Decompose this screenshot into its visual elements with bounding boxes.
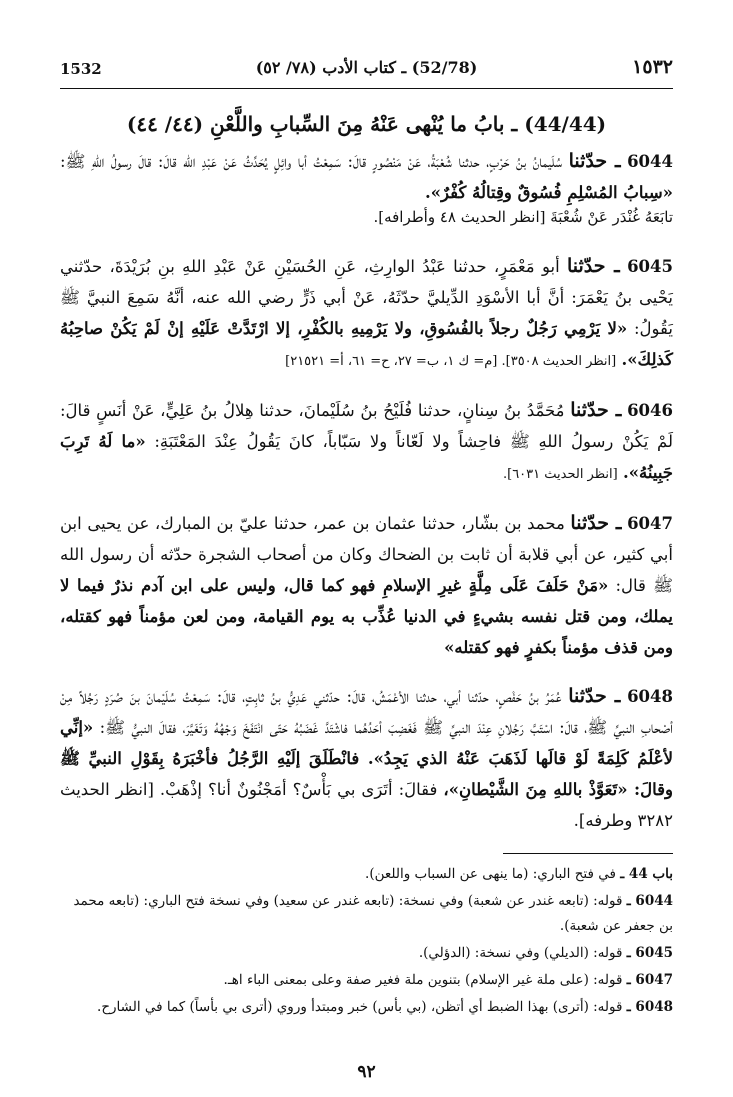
hadith-reference: فقالَ: أتَرَى بي بَأْسٌ؟ أمَجْنُونٌ أنا؟ إذْهَبْ. [انظر الحديث ٣٢٨٢ وطرفه]. <box>60 780 673 830</box>
hadith-6047 <box>60 508 673 663</box>
hadith-matn: «مَنْ حَلَفَ عَلَى مِلَّةٍ غيرِ الإسلامِ فهو كما قال، وليس على ابن آدم نذرٌ فيما لا يملك، ومن قتل نفسه بشيءٍ في الدنيا عُذِّب به يوم القيامة، ومن لعن مؤمناً فهو كقتله، ومن قذف مؤمناً بكفرٍ فهو كقتله» <box>60 576 673 657</box>
narration-keyword: ـ حدّثنا <box>568 150 621 172</box>
footnotes <box>60 862 673 1022</box>
footnote-text: قوله: (الديلي) وفي نسخة: (الدؤلي). <box>418 945 623 961</box>
hadith-isnad: أبو مَعْمَرٍ، حدثنا عَبْدُ الوارِثِ، عَنِ الحُسَيْنِ عَنْ عَبْدِ اللهِ بنِ بُرَيْدَةَ، حدّثني يَحْيى بنُ يَعْمَرَ: أنَّ أبا الأسْوَدِ الدِّيليَّ حدّثَهُ، عَنْ أبي ذَرٍّ رضي الله عنه، أنَّهُ سَمِعَ النبيَّ ﷺ يَقُولُ: <box>60 257 673 338</box>
footnote-label: 6047 ـ <box>626 972 673 988</box>
hadith-6044 <box>60 146 673 233</box>
narration-keyword: ـ حدّثنا <box>566 255 620 277</box>
hadith-isnad: سُلَيمانُ بنُ حَرْبٍ، حدثنا شُعْبَةُ، عَنْ مَنْصُورٍ قالَ: سَمِعْتُ أبا وائِلٍ يُحَدِّثُ عَنْ عَبْدِ الله قالَ: قالَ رسولُ اللهِ ﷺ: <box>60 152 563 171</box>
hadith-reference: [انظر الحديث ٦٠٣١]. <box>502 467 618 482</box>
hadith-number: 6044 <box>627 152 673 171</box>
footnote <box>60 941 673 966</box>
header-rule <box>60 88 673 89</box>
hadith-matn: «إنِّي لأعْلَمُ كَلِمَةً لَوْ قالَها لَذَهَبَ عَنْهُ الذي يَجِدُ». فانْطَلَقَ إلَيْهِ الرَّجُلُ فأخْبَرَهُ بِقَوْلِ النبيِّ ﷺ وقالَ: «تَعَوَّذْ باللهِ مِنَ الشَّيْطانِ»، <box>60 718 673 799</box>
footnote-text: قوله: (أترى) بهذا الضبط أي أتظن، (بي بأس) خبر ومبتدأ وروي (أترى بي بأساً) كما في الشارح. <box>97 999 623 1015</box>
footnote <box>60 889 673 939</box>
hadith-number: 6046 <box>627 401 673 420</box>
footnote <box>60 862 673 887</box>
hadith-number: 6048 <box>627 687 673 706</box>
narration-keyword: ـ حدّثنا <box>570 399 622 421</box>
hadith-matn: «لا يَرْمِي رَجُلٌ رجلاً بالفُسُوقِ، ولا يَرْمِيهِ بالكُفْرِ، إلا ارْتَدَّتْ عَلَيْهِ إنْ لَمْ يَكُنْ صاحِبُهُ كَذلِكَ». <box>60 319 673 369</box>
footnote-text: في فتح الباري: (ما ينهى عن السباب واللعن). <box>365 866 616 882</box>
hadith-number: 6047 <box>627 514 674 533</box>
page-header <box>60 48 673 88</box>
folio-number: ٩٢ <box>357 1062 376 1082</box>
hadith-isnad: عُمَرُ بنُ حَفْصٍ، حدّثنا أبي، حدثنا الأعْمَشُ، قالَ: حدّثني عَدِيُّ بنُ ثابِتٍ، قالَ: سَمِعْتُ سُلَيْمانَ بنَ صُرَدٍ رَجُلاً مِنْ أصْحابِ النبيِّ ﷺ، قالَ: اسْتَبَّ رَجُلانِ عِنْدَ النبيِّ ﷺ فَغَضِبَ أحَدُهُما فاشْتَدَّ غَضَبُهُ حَتّى انْتَفَخَ وَجْهُهُ وَتَغَيَّرَ، فقالَ النبيُّ ﷺ: <box>60 687 673 737</box>
hadith-6048 <box>60 681 673 836</box>
hadith-number: 6045 <box>627 257 673 276</box>
hadith-list <box>60 146 673 854</box>
hadith-isnad: مُحَمَّدُ بنُ سِنانٍ، حدثنا فُلَيْحُ بنُ سُلَيْمانَ، حدثنا هِلالُ بنُ عَلِيٍّ، عَنْ أنَسٍ قالَ: لَمْ يَكُنْ رسولُ اللهِ ﷺ فاحِشاً ولا لَعّاناً ولا سَبّاباً، كانَ يَقُولُ عِنْدَ المَعْتَبَةِ: <box>60 401 673 451</box>
narration-keyword: ـ حدّثنا <box>568 685 621 707</box>
hadith-matn: «ما لَهُ تَرِبَ جَبِينُهُ». <box>60 432 673 482</box>
hadith-reference: [انظر الحديث ٣٥٠٨]. [م= ك ١، ب= ٢٧، ح= ٦١، أ= ٢١٥٢١] <box>285 354 617 369</box>
narration-keyword: ـ حدّثنا <box>570 512 622 534</box>
footnote <box>60 968 673 993</box>
hadith-follow-up: تابَعَهُ غُنْدَر عَنْ شُعْبَةَ [انظر الحديث ٤٨ وأطرافه]. <box>373 208 673 226</box>
footnote-text: قوله: (تابعه غندر عن شعبة) وفي نسخة: (تابعه غندر عن سعيد) وفي نسخة فتح الباري: (تابعه محمد بن جعفر عن شعبة). <box>73 893 673 934</box>
chapter-title: (44/44) ـ بابُ ما يُنْهى عَنْهُ مِنَ السِّبابِ واللَّعْنِ (٤٤/ ٤٤) <box>126 112 607 136</box>
footnote-label: 6044 ـ <box>626 893 673 909</box>
hadith-matn: «سِبابُ المُسْلِمِ فُسُوقٌ وقِتالُهُ كُفْرٌ». <box>425 183 673 202</box>
page-number-arabic: ١٥٣٢ <box>632 56 673 78</box>
page-number-latin: 1532 <box>60 60 102 78</box>
footnote-text: قوله: (على ملة غير الإسلام) بتنوين ملة فغير صفة وعلى بمعنى الباء اهـ. <box>223 972 623 988</box>
hadith-6046 <box>60 395 673 490</box>
footnote <box>60 995 673 1020</box>
hadith-isnad: محمد بن بشّار، حدثنا عثمان بن عمر، حدثنا عليّ بن المبارك، عن يحيى ابن أبي كثير، عن أبي قلابة أن ثابت بن الضحاك وكان من أصحاب الشجرة حدّثه أن رسول الله ﷺ قال: <box>60 514 674 595</box>
hadith-6045 <box>60 251 673 377</box>
running-title: (52/78) ـ كتاب الأدب (٧٨/ ٥٢) <box>255 58 478 77</box>
footnote-separator <box>503 853 673 854</box>
footnote-label: 6048 ـ <box>626 999 673 1015</box>
footnote-label: 6045 ـ <box>626 945 673 961</box>
footnote-label: باب 44 ـ <box>620 866 673 882</box>
